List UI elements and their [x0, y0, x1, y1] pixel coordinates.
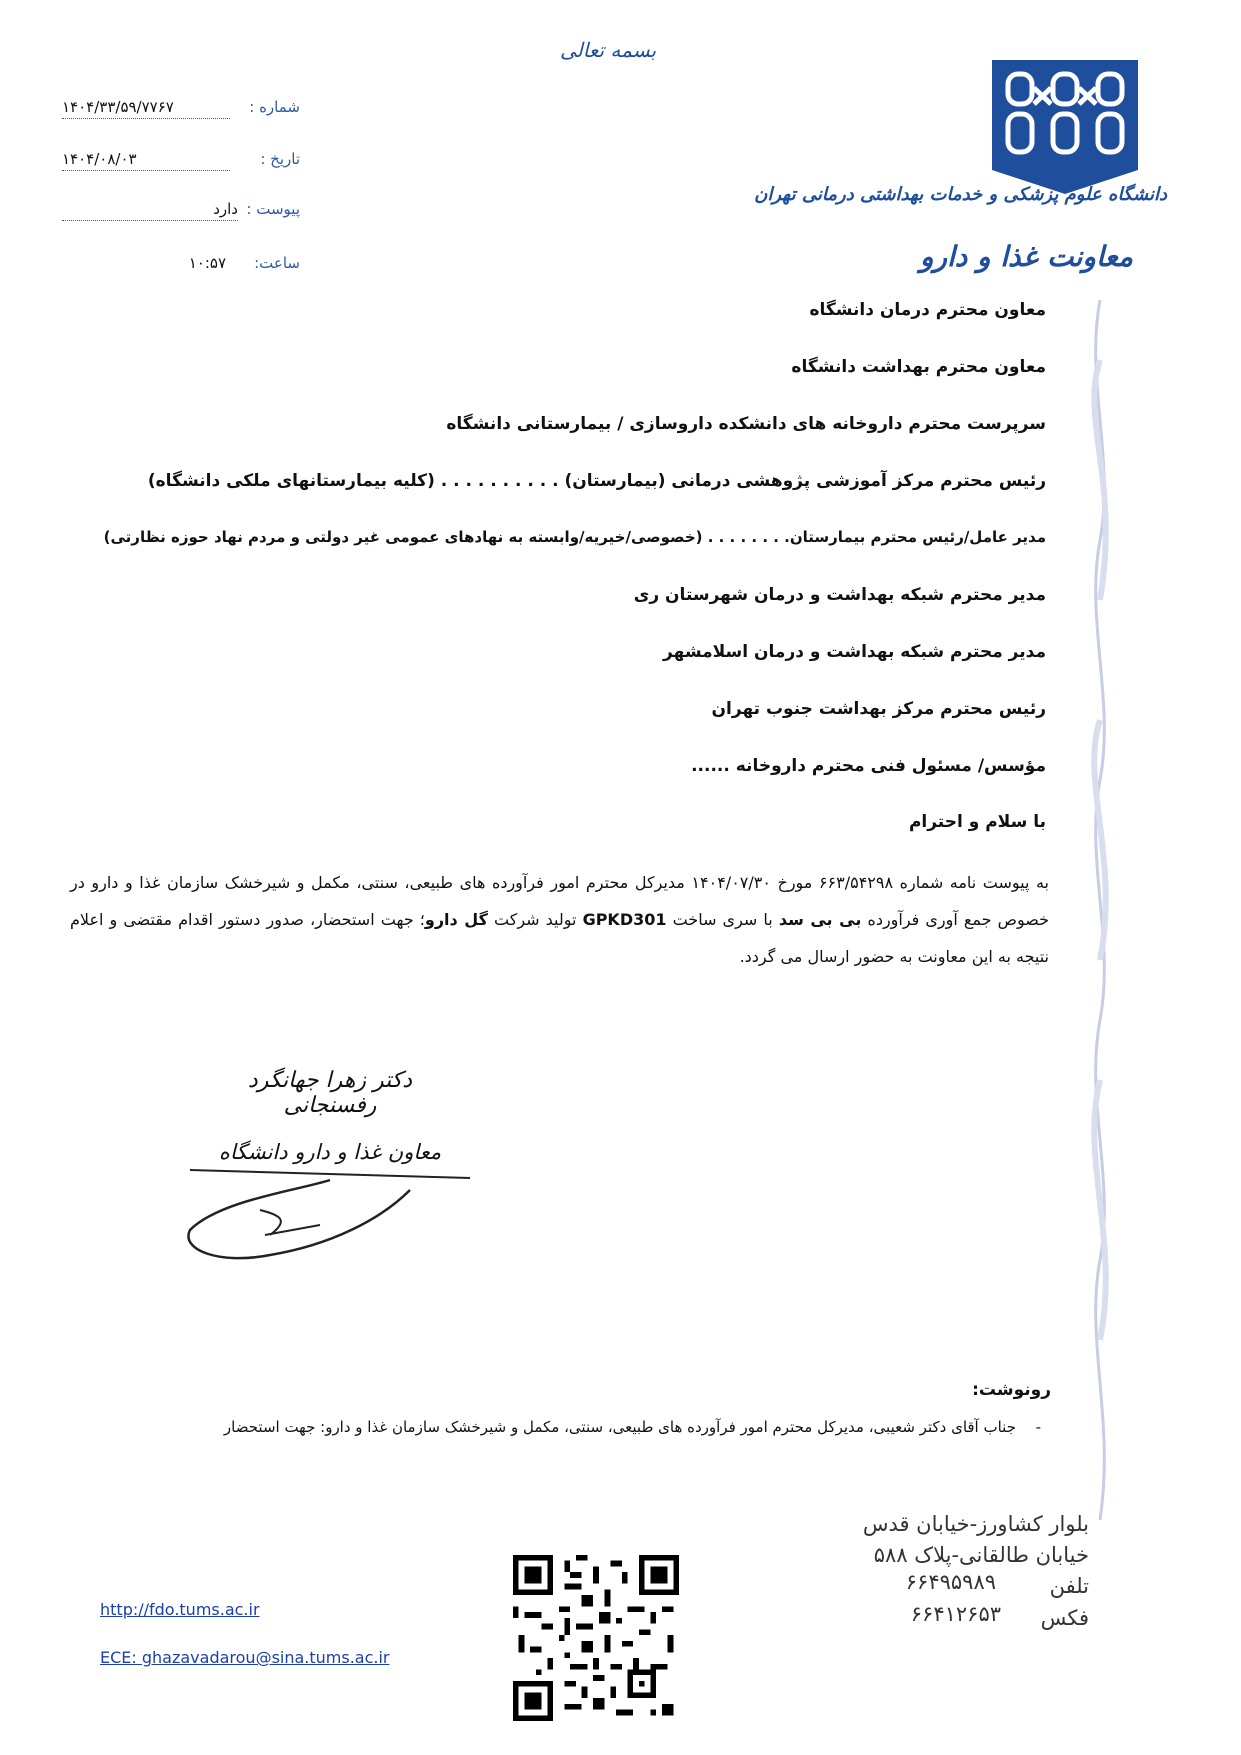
attachment-row — [62, 200, 300, 222]
number-label: شماره : — [249, 98, 300, 116]
recipient-line: رئیس محترم مرکز بهداشت جنوب تهران — [711, 699, 1046, 719]
recipient-line: مدیر محترم شبکه بهداشت و درمان اسلامشهر — [663, 642, 1046, 662]
email-link[interactable]: ECE: ghazavadarou@sina.tums.ac.ir — [100, 1648, 390, 1667]
fax-number: ۶۶۴۱۲۶۵۳ — [910, 1602, 1001, 1626]
phone-number: ۶۶۴۹۵۹۸۹ — [905, 1570, 996, 1594]
signature-name: دکتر زهرا جهانگرد رفسنجانی — [247, 1068, 413, 1118]
recipient-line: رئیس محترم مرکز آموزشی پژوهشی درمانی (بیمارستان) . . . . . . . . . . (کلیه بیمارستانهای ملکی دانشگاه) — [147, 471, 1046, 491]
batch-number: GPKD301 — [582, 910, 667, 929]
body-text-3: تولید شرکت — [494, 910, 577, 929]
cc-line: جناب آقای دکتر شعیبی، مدیرکل محترم امور فرآورده های طبیعی، سنتی، مکمل و شیرخشک سازمان غذا و دارو: جهت استحضار — [223, 1418, 1016, 1436]
department-name: معاونت غذا و دارو — [919, 240, 1133, 273]
website-link[interactable]: http://fdo.tums.ac.ir — [100, 1600, 260, 1619]
address-line-2: خیابان طالقانی-پلاک ۵۸۸ — [873, 1543, 1089, 1567]
recipient-line: معاون محترم بهداشت دانشگاه — [791, 357, 1046, 377]
recipient-line: مدیر محترم شبکه بهداشت و درمان شهرستان ری — [633, 585, 1046, 605]
date-row — [62, 150, 300, 172]
ornament-border — [1080, 300, 1120, 1520]
qr-code-icon — [513, 1555, 679, 1721]
number-row — [62, 98, 300, 120]
product-name: بی بی سد — [778, 910, 862, 929]
greeting: با سلام و احترام — [908, 812, 1046, 832]
body-paragraph — [70, 864, 1049, 975]
basmala: بسمه تعالی — [560, 38, 657, 62]
recipient-line: سرپرست محترم داروخانه های دانشکده داروسازی / بیمارستانی دانشگاه — [446, 414, 1046, 434]
recipient-line: مدیر عامل/رئیس محترم بیمارستان. . . . . . . . (خصوصی/خیریه/وابسته به نهادهای عمومی غیر دولتی و مردم نهاد حوزه نظارتی) — [103, 528, 1046, 546]
date-value: ۱۴۰۴/۰۸/۰۳ — [62, 150, 230, 171]
number-value: ۱۴۰۴/۳۳/۵۹/۷۷۶۷ — [62, 98, 230, 119]
company-name: گل دارو — [424, 910, 488, 929]
university-logo-icon — [990, 58, 1140, 196]
body-text-1: به پیوست نامه شماره ۶۶۳/۵۴۲۹۸ مورخ ۱۴۰۴/۰۷/۳۰ مدیرکل محترم امور فرآورده های طبیعی، سنتی، مکمل و شیرخشک سازمان غذا و دارو در خصوص جمع آوری فرآورده — [70, 873, 1050, 929]
cc-title: رونوشت: — [972, 1380, 1051, 1400]
attachment-value: دارد — [62, 200, 238, 221]
university-name: دانشگاه علوم پزشکی و خدمات بهداشتی درمانی تهران — [754, 184, 1167, 205]
attachment-label: پیوست : — [246, 200, 300, 218]
address-line-1: بلوار کشاورز-خیابان قدس — [862, 1512, 1089, 1536]
recipient-line: مؤسس/ مسئول فنی محترم داروخانه ...... — [691, 756, 1046, 776]
handwritten-signature — [180, 1150, 480, 1280]
time-label: ساعت: — [254, 254, 300, 272]
signature-title: معاون غذا و دارو دانشگاه — [218, 1140, 442, 1164]
time-value: ۱۰:۵۷ — [188, 254, 226, 272]
body-text-4: ؛ جهت استحضار، صدور دستور اقدام مقتضی و اعلام نتیجه به این معاونت به حضور ارسال می گردد. — [70, 910, 1049, 966]
time-row — [62, 254, 300, 276]
body-text-2: با سری ساخت — [672, 910, 773, 929]
cc-dash: - — [1035, 1418, 1041, 1436]
phone-label: تلفن — [1049, 1574, 1089, 1598]
recipient-line: معاون محترم درمان دانشگاه — [809, 300, 1046, 320]
date-label: تاریخ : — [260, 150, 300, 168]
fax-label: فکس — [1040, 1606, 1089, 1630]
